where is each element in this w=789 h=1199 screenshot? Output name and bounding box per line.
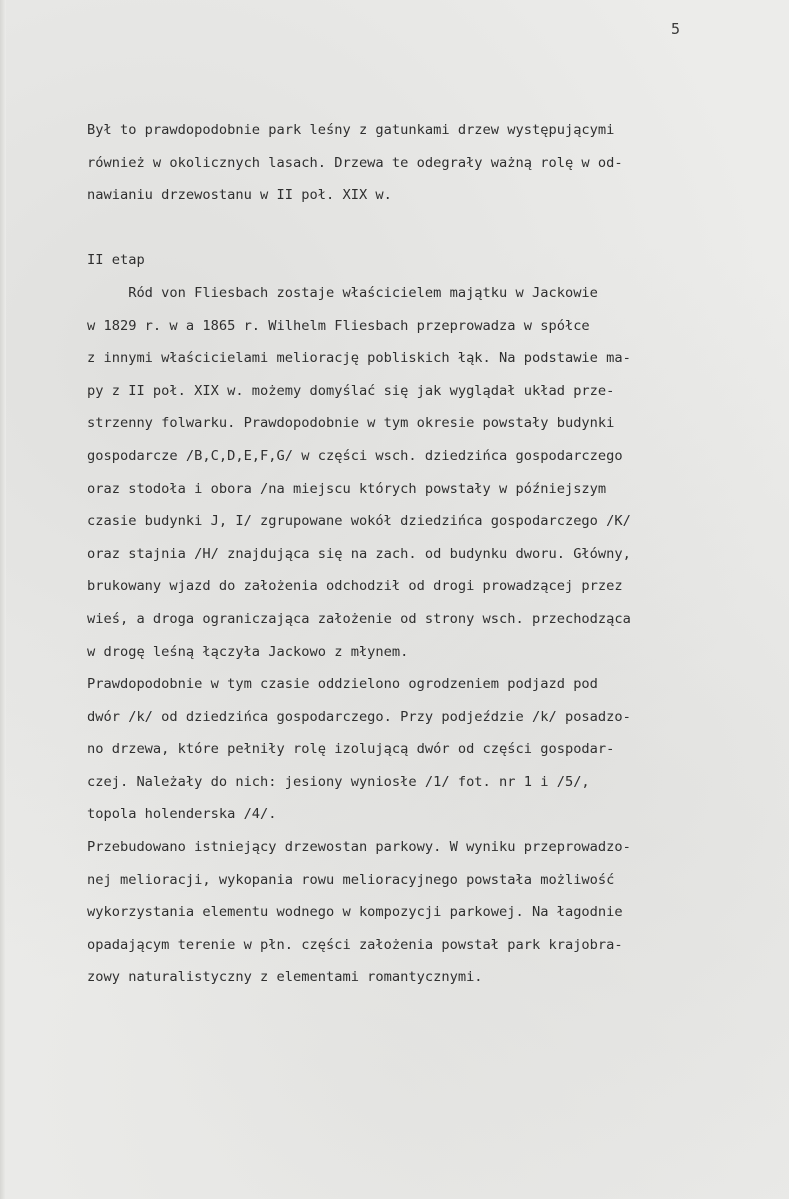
text-line: py z II poł. XIX w. możemy domyślać się jak wyglądał układ prze-: [87, 382, 615, 399]
text-line: zowy naturalistyczny z elementami romantycznymi.: [87, 969, 483, 986]
text-line: czej. Należały do nich: jesiony wyniosłe /1/ fot. nr 1 i /5/,: [87, 773, 590, 790]
text-line: dwór /k/ od dziedzińca gospodarczego. Przy podjeździe /k/ posadzo-: [87, 708, 631, 725]
page-number: 5: [671, 20, 681, 38]
text-line: oraz stodoła i obora /na miejscu których powstały w późniejszym: [87, 480, 607, 497]
text-line: oraz stajnia /H/ znajdująca się na zach. od budynku dworu. Główny,: [87, 545, 631, 562]
text-line: wykorzystania elementu wodnego w kompozycji parkowej. Na łagodnie: [87, 904, 623, 921]
text-line: czasie budynki J, I/ zgrupowane wokół dziedzińca gospodarczego /K/: [87, 513, 631, 530]
text-line: strzenny folwarku. Prawdopodobnie w tym okresie powstały budynki: [87, 415, 615, 432]
text-line: w drogę leśną łączyła Jackowo z młynem.: [87, 643, 409, 660]
text-line: wieś, a droga ograniczająca założenie od strony wsch. przechodząca: [87, 610, 631, 627]
page-edge: [0, 0, 6, 1199]
body-text: [87, 114, 779, 994]
text-line: Prawdopodobnie w tym czasie oddzielono ogrodzeniem podjazd pod: [87, 676, 598, 693]
text-line: Przebudowano istniejący drzewostan parkowy. W wyniku przeprowadzo-: [87, 839, 631, 856]
text-line: gospodarcze /B,C,D,E,F,G/ w części wsch. dziedzińca gospodarczego: [87, 447, 623, 464]
blank-line: [87, 212, 779, 245]
text-line: Był to prawdopodobnie park leśny z gatunkami drzew występującymi: [87, 122, 615, 138]
text-line: topola holenderska /4/.: [87, 806, 277, 823]
text-line: z innymi właścicielami meliorację pobliskich łąk. Na podstawie ma-: [87, 350, 631, 367]
text-line: no drzewa, które pełniły rolę izolującą dwór od części gospodar-: [87, 741, 615, 758]
section-heading: II etap: [87, 252, 145, 269]
text-line: nawianiu drzewostanu w II poł. XIX w.: [87, 187, 392, 204]
text-line: w 1829 r. w a 1865 r. Wilhelm Fliesbach przeprowadza w spółce: [87, 317, 590, 334]
text-line: również w okolicznych lasach. Drzewa te odegrały ważną rolę w od-: [87, 154, 623, 171]
text-line: Ród von Fliesbach zostaje właścicielem majątku w Jackowie: [87, 284, 598, 301]
text-line: nej melioracji, wykopania rowu melioracyjnego powstała możliwość: [87, 871, 615, 888]
text-line: opadającym terenie w płn. części założenia powstał park krajobra-: [87, 936, 623, 953]
text-line: brukowany wjazd do założenia odchodził od drogi prowadzącej przez: [87, 578, 623, 595]
